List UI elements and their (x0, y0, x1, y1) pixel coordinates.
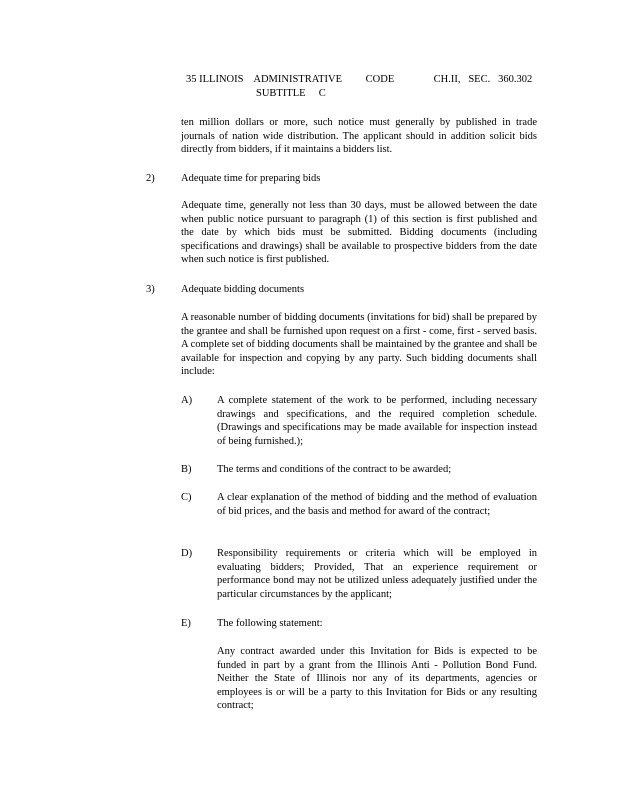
quoted-statement: Any contract awarded under this Invitation for Bids is expected to be funded in part by a grant from the Illinois Anti - Pollution Bond Fund. Neither the State of Illinois nor any of its departments, agencies or employees is or will be a party to this Invitation for Bids or any resulting contract; (217, 646, 537, 712)
item-title-3: Adequate bidding documents (181, 284, 305, 295)
subitem-letter-a: A) (181, 395, 193, 406)
subitem-text-c: A clear explanation of the method of bidding and the method of evaluation of bid prices, and the basis and method for award of the contract; (217, 492, 537, 517)
item-title-2: Adequate time for preparing bids (181, 173, 321, 184)
page-header (186, 73, 546, 100)
subitem-letter-e: E) (181, 618, 191, 629)
item-paragraph-2: Adequate time, generally not less than 30 days, must be allowed between the date when public notice pursuant to paragraph (1) of this section is first published and the date by which bids must be submitted. Bidding documents (including specifications and drawings) shall be available to prospective bidders from the date when such notice is first published. (181, 200, 537, 266)
subitem-text-b: The terms and conditions of the contract to be awarded; (217, 464, 452, 475)
subitem-text-d: Responsibility requirements or criteria which will be employed in evaluating bidders; Provided, That an experience requirement or performance bond may not be utilized unless adequately justified under the particular circumstances by the applicant; (217, 548, 537, 600)
subitem-letter-b: B) (181, 464, 192, 475)
subitem-letter-d: D) (181, 548, 193, 559)
subitem-text-a: A complete statement of the work to be performed, including necessary drawings and specifications, and the required completion schedule. (Drawings and specifications may be made available for inspection instead of being furnished.); (217, 395, 537, 447)
subitem-text-e: The following statement: (217, 618, 323, 629)
continuation-paragraph: ten million dollars or more, such notice must generally by published in trade journals of nation wide distribution. The applicant should in addition solicit bids directly from bidders, if it maintains a bidders list. (181, 117, 537, 156)
item-number-3: 3) (146, 284, 155, 295)
subitem-letter-c: C) (181, 492, 192, 503)
header-code-line: 35 ILLINOIS ADMINISTRATIVE CODE CH.II, SEC. 360.302 (186, 74, 533, 85)
item-number-2: 2) (146, 173, 155, 184)
header-subtitle-line: SUBTITLE C (256, 87, 326, 99)
item-paragraph-3: A reasonable number of bidding documents (invitations for bid) shall be prepared by the grantee and shall be furnished upon request on a first - come, first - served basis. A complete set of bidding documents shall be maintained by the grantee and shall be available for inspection and copying by any party. Such bidding documents shall include: (181, 312, 537, 378)
